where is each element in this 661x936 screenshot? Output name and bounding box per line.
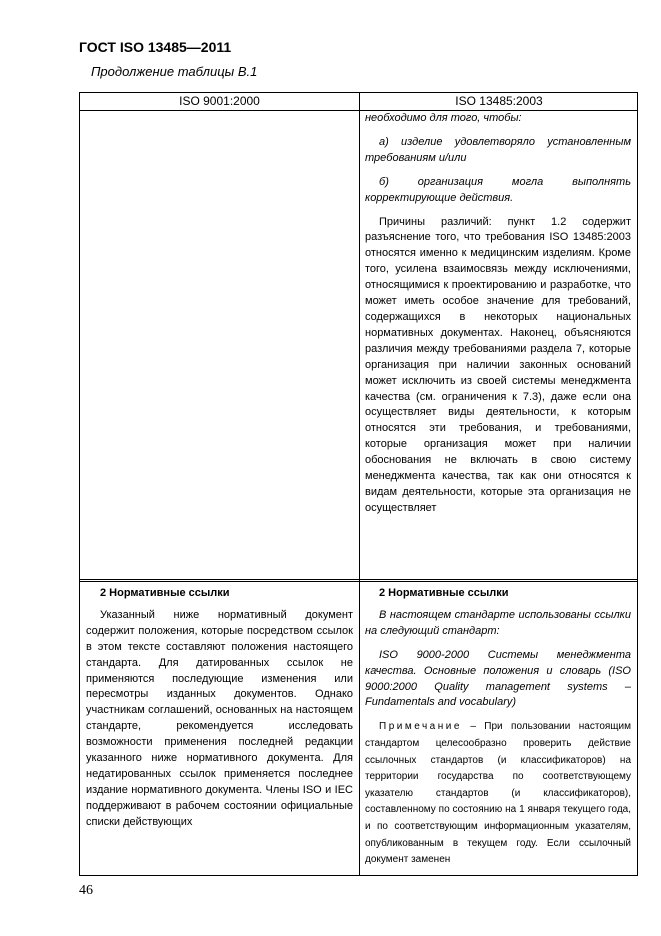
row-divider [80,579,637,582]
row2-right-heading: 2 Нормативные ссылки [379,587,509,599]
page-number: 46 [79,883,93,898]
row2-right-p1: В настоящем стандарте использованы ссылки на следующий стандарт: [365,608,631,637]
row2-left-heading: 2 Нормативные ссылки [100,587,230,599]
row2-iso13485-cell [365,586,631,877]
column-divider [359,93,360,875]
row2-right-reference: ISO 9000-2000 Системы менеджмента качества. Основные положения и словарь (ISO 9000:2000 Quality management systems – Fundamentals and vocabulary) [365,648,631,709]
table-continuation-caption: Продолжение таблицы В.1 [91,64,258,79]
column-header-iso13485: ISO 13485:2003 [455,94,543,108]
row1-iso13485-cell [365,111,631,525]
row2-left-text: Указанный ниже нормативный документ содержит положения, которые посредством ссылок в этом тексте составляют положения настоящего стандарта. Для датированных ссылок не применяются последующие изменения или пересмотры изданных документов. Однако участникам соглашений, основанных на настоящем стандарте, рекомендуется исследовать возможности применения последней редакции указанного ниже нормативного документа. Для недатированных ссылок применяется последнее издание нормативного документа. Члены ISO и IEC поддерживают в рабочем состоянии официальные списки действующих [86,608,353,828]
standard-title: ГОСТ ISO 13485—2011 [79,39,232,55]
note-label: Примечание [379,721,462,733]
comparison-table [79,92,638,876]
column-header-iso9001: ISO 9001:2000 [179,94,260,108]
row1-right-differences: Причины различий: пункт 1.2 содержит разъяснение того, что требования ISO 13485:2003 относятся именно к медицинским изделиям. Кроме того, усилена взаимосвязь между исключениями, относящимися к проектированию и разработке, что может иметь особое значение для требований, содержащихся в некоторых национальных нормативных документах. Наконец, объясняются различия между требованиями раздела 7, которые организация при наличии законных оснований может исключить из своей системы менеджмента качества (см. ограничения к 7.3), даже если она осуществляет виды деятельности, к которым относятся эти требования, и требованиями, которые организация может при наличии обоснования не включать в свою систему менеджмента качества, так как они относятся к видам деятельности, которые эта организация не осуществляет [365,215,631,514]
note-text: – При пользовании настоящим стандартом целесообразно проверить действие ссылочных стандартов (и классификаторов) на территории государства по соответствующему указателю стандартов (и классификаторов), составленному по состоянию на 1 января текущего года, и по соответствующим информационным указателям, опубликованным в текущем году. Если ссылочный документ заменен [365,721,631,866]
row1-right-item-a: а) изделие удовлетворяло установленным требованиям и/или [365,135,631,164]
row1-right-item-b: б) организация могла выполнять корректирующие действия. [365,175,631,204]
row2-right-note [365,719,631,868]
row1-right-p1: необходимо для того, чтобы: [365,112,522,124]
row2-iso9001-cell [86,586,353,839]
